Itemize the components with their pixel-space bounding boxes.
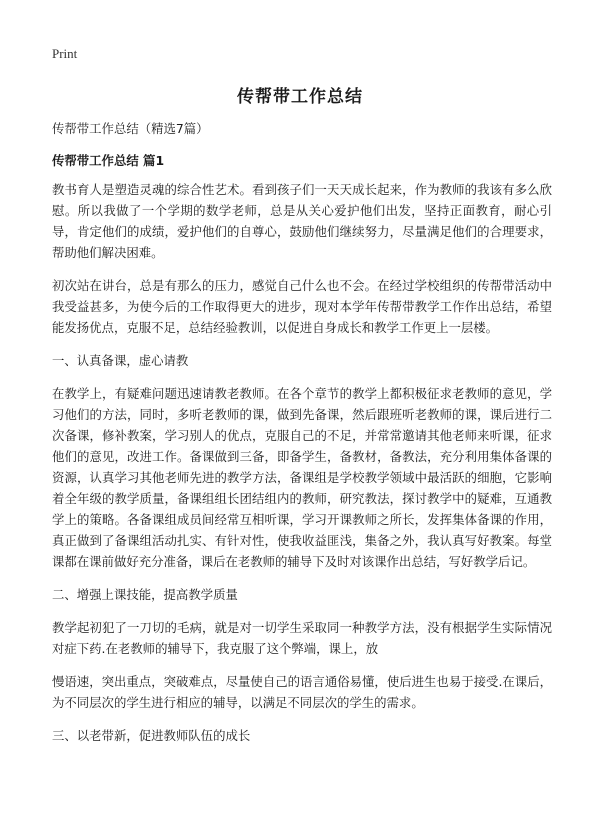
subheading: 三、以老带新，促进教师队伍的成长: [52, 728, 251, 743]
document-title: 传帮带工作总结: [237, 87, 363, 107]
section-title: 传帮带工作总结 篇1: [52, 153, 165, 168]
subheading: 一、认真备课，虚心请教: [52, 353, 189, 368]
paragraph: 教学起初犯了一刀切的毛病，就是对一切学生采取同一种教学方法，没有根据学生实际情况对症下药.在老教师的辅导下，我克服了这个弊端，课上，放: [52, 620, 552, 656]
document-subtitle: 传帮带工作总结（精选7篇）: [52, 121, 209, 136]
print-label: Print: [52, 46, 78, 61]
paragraph: 教书育人是塑造灵魂的综合性艺术。看到孩子们一天天成长起来，作为教师的我该有多么欣慰。所以我做了一个学期的数学老师，总是从关心爱护他们出发，坚持正面教育，耐心引导，肯定他们的成绩，爱护他们的自尊心，鼓励他们继续努力，尽量满足他们的合理要求，帮助他们解决困难。: [52, 182, 552, 260]
document-body: [52, 118, 552, 758]
paragraph: 在教学上，有疑难问题迅速请教老教师。在各个章节的教学上都积极征求老教师的意见，学习他们的方法，同时，多听老教师的课，做到先备课，然后跟班听老教师的课，课后进行二次备课，修补教案，学习别人的优点，克服自己的不足，并常常邀请其他老师来听课，征求他们的意见，改进工作。备课做到三备，即备学生，备教材，备教法，充分利用集体备课的资源，认真学习其他老师先进的教学方法，备课组是学校教学领域中最活跃的细胞，它影响着全年级的教学质量，备课组组长团结组内的教师，研究教法，探讨教学中的疑难，互通教学上的策略。各备课组成员间经常互相听课，学习开课教师之所长，发挥集体备课的作用，真正做到了备课组活动扎实、有针对性，使我收益匪浅，集备之外，我认真写好教案。每堂课都在课前做好充分准备，课后在老教师的辅导下及时对该课作出总结，写好教学后记。: [52, 386, 552, 569]
paragraph: 慢语速，突出重点，突破难点，尽量使自己的语言通俗易懂，使后进生也易于接受.在课后，为不同层次的学生进行相应的辅导，以满足不同层次的学生的需求。: [52, 674, 552, 710]
paragraph: 初次站在讲台，总是有那么的压力，感觉自己什么也不会。在经过学校组织的传帮带活动中我受益甚多，为使今后的工作取得更大的进步，现对本学年传帮带教学工作作出总结，希望能发扬优点，克服不足，总结经验教训，以促进自身成长和教学工作更上一层楼。: [52, 278, 552, 335]
subheading: 二、增强上课技能，提高教学质量: [52, 587, 238, 602]
